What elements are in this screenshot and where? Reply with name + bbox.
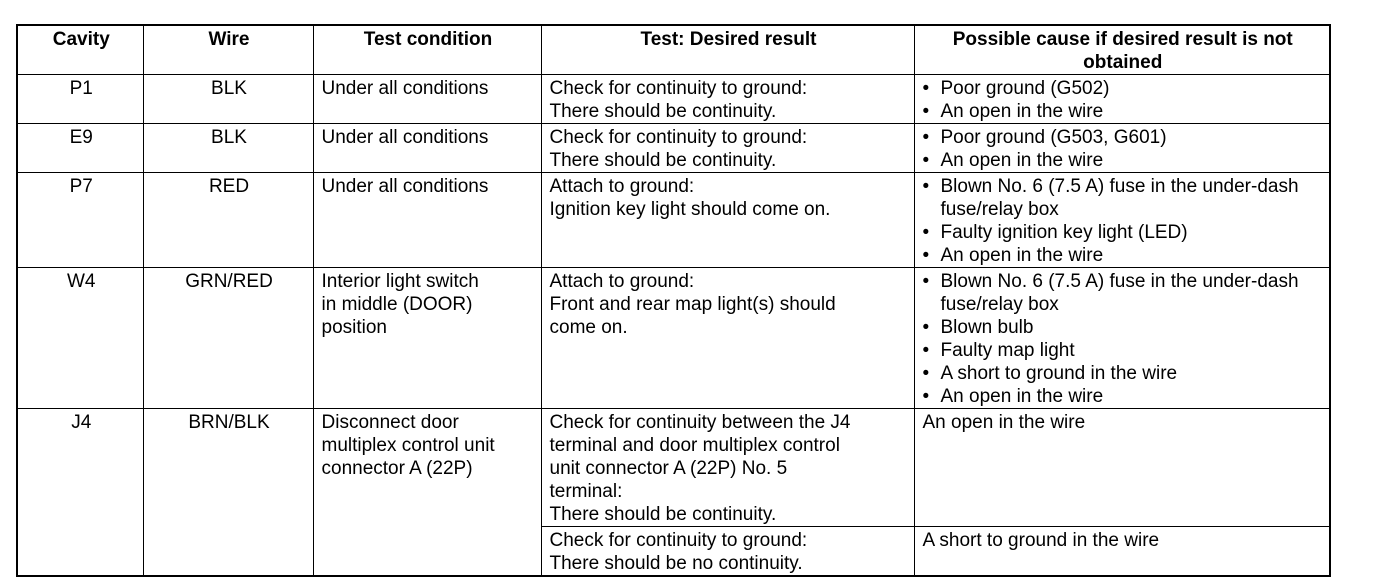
result-line: Check for continuity to ground: [549, 127, 808, 148]
cavity-cell: E9 [17, 124, 143, 173]
cavity-cell: P1 [17, 75, 143, 124]
cause-item: • Blown bulb [923, 316, 1324, 339]
result-cell [541, 75, 914, 124]
result-cell [541, 124, 914, 173]
condition-line: multiplex control unit [321, 435, 495, 456]
result-line: Attach to ground: [549, 271, 695, 292]
cause-item: • Blown No. 6 (7.5 A) fuse in the under-dash fuse/relay box [923, 270, 1324, 316]
result-line: terminal and door multiplex control [549, 435, 840, 456]
result-line: come on. [549, 317, 628, 338]
cause-item: • An open in the wire [923, 100, 1324, 123]
condition-line: Under all conditions [321, 78, 489, 99]
result-line: Check for continuity to ground: [549, 78, 808, 99]
cause-item: • An open in the wire [923, 385, 1324, 408]
condition-line: connector A (22P) [321, 458, 473, 479]
condition-line: Under all conditions [321, 127, 489, 148]
table-row [17, 409, 1330, 527]
result-cell [541, 173, 914, 268]
cause-cell [914, 527, 1330, 577]
result-line: Attach to ground: [549, 176, 695, 197]
cause-item: • Poor ground (G502) [923, 77, 1324, 100]
cause-cell [914, 124, 1330, 173]
condition-cell [313, 124, 541, 173]
header-cavity: Cavity [17, 25, 143, 75]
header-possible-cause: Possible cause if desired result is not obtained [914, 25, 1330, 75]
condition-cell [313, 173, 541, 268]
condition-line: Disconnect door [321, 412, 459, 433]
cause-item: • A short to ground in the wire [923, 362, 1324, 385]
wire-cell: BLK [143, 124, 313, 173]
table-row [17, 124, 1330, 173]
cause-list [923, 175, 1324, 267]
wire-cell: GRN/RED [143, 268, 313, 409]
result-line: Ignition key light should come on. [549, 199, 831, 220]
cause-item: • Faulty ignition key light (LED) [923, 221, 1324, 244]
table-row [17, 75, 1330, 124]
cause-text: A short to ground in the wire [922, 530, 1160, 551]
result-cell [541, 268, 914, 409]
cavity-cell: J4 [17, 409, 143, 577]
result-line: There should be no continuity. [549, 553, 803, 574]
table-row [17, 268, 1330, 409]
condition-cell [313, 75, 541, 124]
cause-item: • Faulty map light [923, 339, 1324, 362]
wire-cell: BRN/BLK [143, 409, 313, 577]
condition-line: in middle (DOOR) [321, 294, 473, 315]
result-line: There should be continuity. [549, 150, 777, 171]
condition-line: Interior light switch [321, 271, 479, 292]
result-line: There should be continuity. [549, 101, 777, 122]
cause-cell [914, 75, 1330, 124]
table-row [17, 173, 1330, 268]
wire-test-table [16, 24, 1331, 577]
cavity-cell: W4 [17, 268, 143, 409]
cause-list [923, 77, 1324, 123]
cause-list [923, 270, 1324, 408]
condition-cell [313, 409, 541, 577]
result-line: Check for continuity to ground: [549, 530, 808, 551]
result-line: unit connector A (22P) No. 5 [549, 458, 788, 479]
cause-cell [914, 268, 1330, 409]
cause-text: An open in the wire [922, 412, 1086, 433]
cause-cell [914, 173, 1330, 268]
wire-cell: RED [143, 173, 313, 268]
result-line: terminal: [549, 481, 623, 502]
result-cell [541, 409, 914, 527]
cavity-cell: P7 [17, 173, 143, 268]
result-line: Check for continuity between the J4 [549, 412, 851, 433]
result-line: Front and rear map light(s) should [549, 294, 836, 315]
condition-line: Under all conditions [321, 176, 489, 197]
cause-item: • Poor ground (G503, G601) [923, 126, 1324, 149]
result-cell [541, 527, 914, 577]
condition-line: position [321, 317, 387, 338]
cause-item: • Blown No. 6 (7.5 A) fuse in the under-dash fuse/relay box [923, 175, 1324, 221]
condition-cell [313, 268, 541, 409]
wire-cell: BLK [143, 75, 313, 124]
table-header-row [17, 25, 1330, 75]
header-test-condition: Test condition [313, 25, 541, 75]
cause-item: • An open in the wire [923, 244, 1324, 267]
result-line: There should be continuity. [549, 504, 777, 525]
header-desired-result: Test: Desired result [541, 25, 914, 75]
cause-cell [914, 409, 1330, 527]
cause-item: • An open in the wire [923, 149, 1324, 172]
cause-list [923, 126, 1324, 172]
header-wire: Wire [143, 25, 313, 75]
